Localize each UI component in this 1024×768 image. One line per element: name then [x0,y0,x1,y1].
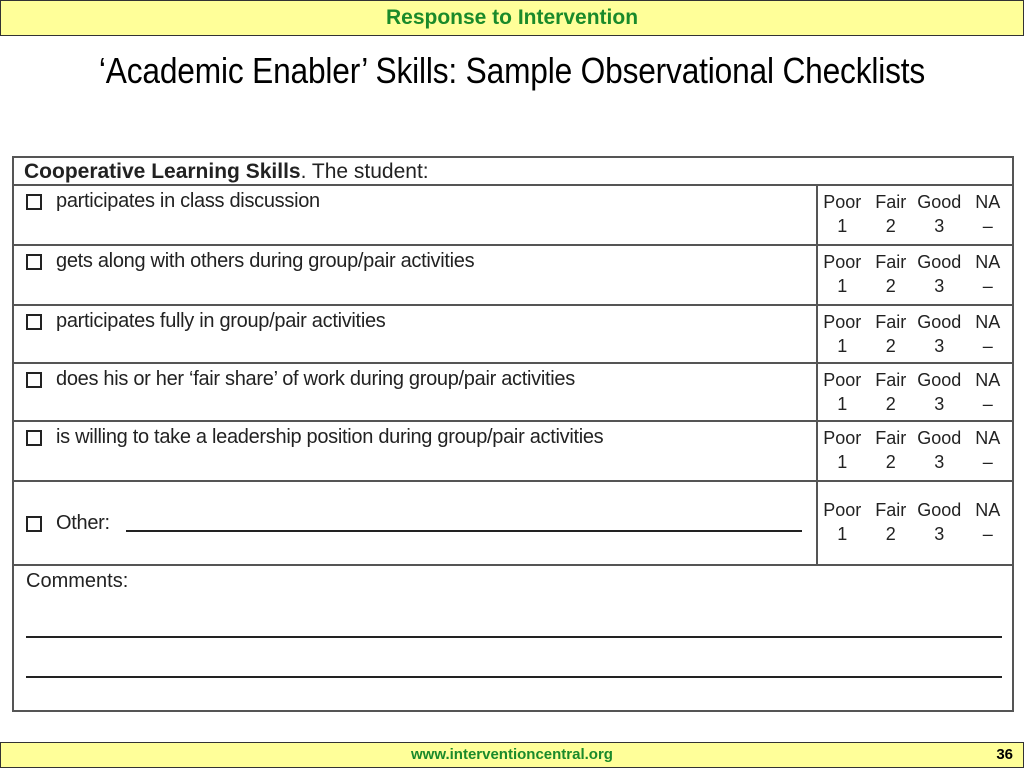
rating-label: NA [975,370,1001,390]
checkbox-icon[interactable] [26,516,42,532]
rating-label: Poor [823,370,862,390]
rating-value: 3 [934,452,945,472]
rating-option[interactable] [964,190,1013,244]
comment-line[interactable] [26,636,1002,638]
rating-label: Fair [875,428,907,448]
rating-option[interactable] [818,190,867,244]
checklist-item [26,426,603,449]
rating-label: Good [917,192,962,212]
checkbox-icon[interactable] [26,194,42,210]
rating-value: 2 [885,276,896,296]
rating-option[interactable] [915,190,964,244]
rating-label: NA [975,192,1001,212]
rating-label: Good [917,428,962,448]
page-number: 36 [996,746,1013,763]
rating-label: Good [917,312,962,332]
rating-option[interactable] [964,250,1013,304]
checklist-item-label: participates fully in group/pair activities [56,310,386,332]
rating-scale [816,306,1012,362]
rating-value: 1 [837,524,848,544]
checklist-item-label: participates in class discussion [56,190,320,212]
rating-label: Good [917,252,962,272]
checklist-row [14,364,1012,422]
rating-option[interactable] [964,310,1013,362]
rating-scale [816,246,1012,304]
page-title: ‘Academic Enabler’ Skills: Sample Observational Checklists [98,50,926,91]
rating-value: 1 [837,452,848,472]
rating-scale [816,422,1012,480]
checklist-item-label: does his or her ‘fair share’ of work during group/pair activities [56,368,575,390]
comment-line[interactable] [26,676,1002,678]
checklist-item [26,250,474,273]
rating-label: Fair [875,252,907,272]
rating-value: 2 [885,524,896,544]
rating-option[interactable] [818,310,867,362]
rating-label: Good [917,500,962,520]
rating-label: NA [975,252,1001,272]
bottom-banner [0,742,1024,768]
rating-option[interactable] [867,426,916,480]
rating-value: – [982,276,993,296]
comments-label: Comments: [26,570,129,592]
rating-label: Good [917,370,962,390]
checklist-row [14,422,1012,482]
rating-label: Fair [875,192,907,212]
rating-label: Fair [875,312,907,332]
rating-label: Fair [875,370,907,390]
rating-label: Fair [875,500,907,520]
rating-value: – [982,452,993,472]
rating-option[interactable] [818,250,867,304]
rating-value: 3 [934,336,945,356]
rating-option[interactable] [867,250,916,304]
rating-label: NA [975,428,1001,448]
checkbox-icon[interactable] [26,254,42,270]
rating-scale [816,482,1012,564]
rating-scale [816,186,1012,244]
rating-label: NA [975,312,1001,332]
rating-value: 1 [837,216,848,236]
checkbox-icon[interactable] [26,314,42,330]
rating-option[interactable] [964,426,1013,480]
rating-label: NA [975,500,1001,520]
checkbox-icon[interactable] [26,430,42,446]
checklist-heading-bold: Cooperative Learning Skills [24,160,301,183]
rating-option[interactable] [915,310,964,362]
rating-option[interactable] [818,498,867,564]
comments-section [14,566,1012,712]
rating-value: 3 [934,276,945,296]
checklist-item-label: is willing to take a leadership position during group/pair activities [56,426,604,448]
rating-value: 3 [934,216,945,236]
checkbox-icon[interactable] [26,372,42,388]
checklist-item [26,368,575,391]
rating-option[interactable] [867,498,916,564]
rating-value: – [982,524,993,544]
rating-value: 1 [837,336,848,356]
rating-label: Poor [823,252,862,272]
rating-option[interactable] [964,368,1013,420]
rating-option[interactable] [867,310,916,362]
rating-option[interactable] [867,190,916,244]
rating-option[interactable] [915,368,964,420]
rating-value: 2 [885,394,896,414]
rating-value: – [982,394,993,414]
checklist-item [26,190,320,213]
checklist-row [14,246,1012,306]
rating-value: 3 [934,524,945,544]
rating-label: Poor [823,192,862,212]
rating-value: 1 [837,276,848,296]
checklist-row [14,482,1012,566]
rating-label: Poor [823,428,862,448]
rating-value: 2 [885,336,896,356]
top-banner [0,0,1024,36]
rating-option[interactable] [915,498,964,564]
rating-value: 2 [885,452,896,472]
checklist-item-label: Other: [56,512,110,534]
checklist-item [26,310,385,333]
rating-option[interactable] [818,426,867,480]
footer-url[interactable]: www.interventioncentral.org [411,746,613,763]
rating-value: 2 [885,216,896,236]
checklist-item [26,512,802,535]
rating-value: 3 [934,394,945,414]
checklist-row [14,186,1012,246]
checklist-heading-rest: . The student: [300,160,429,183]
rating-value: – [982,336,993,356]
rating-option[interactable] [818,368,867,420]
checklist-heading [14,158,1012,186]
checklist-row [14,306,1012,364]
other-input-line[interactable] [126,516,802,532]
rating-option[interactable] [915,250,964,304]
banner-title: Response to Intervention [385,6,639,29]
rating-value: 1 [837,394,848,414]
rating-option[interactable] [867,368,916,420]
rating-option[interactable] [915,426,964,480]
rating-scale [816,364,1012,420]
rating-option[interactable] [964,498,1013,564]
rating-label: Poor [823,312,862,332]
rating-label: Poor [823,500,862,520]
checklist-table [12,156,1014,712]
rating-value: – [982,216,993,236]
checklist-item-label: gets along with others during group/pair activities [56,250,475,272]
